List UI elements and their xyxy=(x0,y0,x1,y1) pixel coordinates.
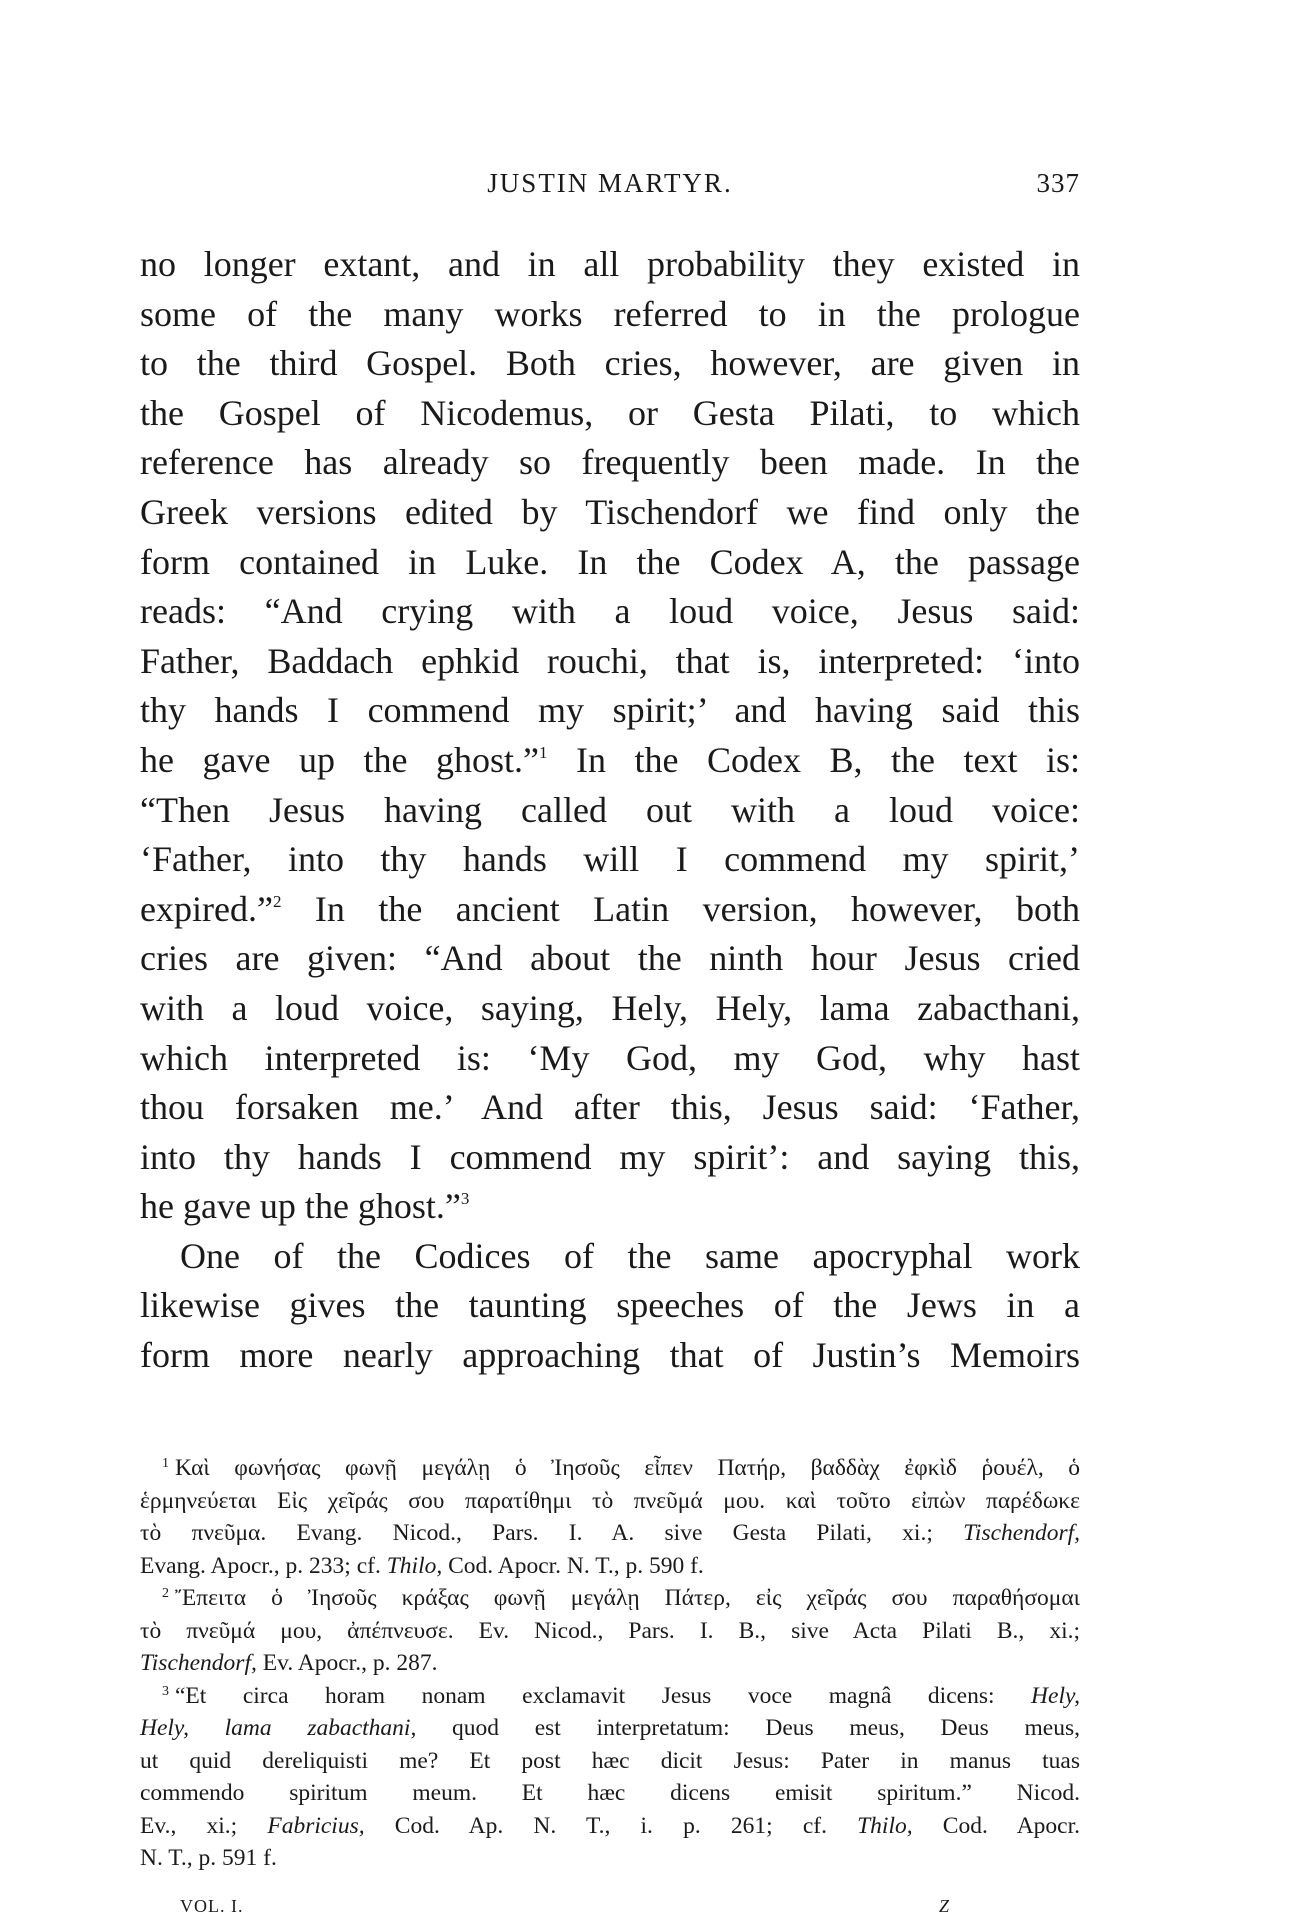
footnote-italic: Tischendorf, xyxy=(140,1650,257,1676)
footnote-italic: Tischendorf, xyxy=(963,1520,1080,1546)
footnote-3-line xyxy=(140,1680,1080,1713)
main-text xyxy=(140,240,1080,1381)
text-line: cries are given: “And about the ninth hour Jesus cried xyxy=(140,938,1080,979)
footnote-3-line: ut quid dereliquisti me? Et post hæc dicit Jesus: Pater in manus tuas xyxy=(140,1747,1080,1774)
text-segment: In the ancient Latin version, however, both xyxy=(281,888,1080,929)
text-line: thou forsaken me.’ And after this, Jesus said: ‘Father, xyxy=(140,1087,1080,1128)
footnote-marker: 2 xyxy=(162,1586,169,1601)
footnote-3-line xyxy=(140,1810,1080,1843)
text-line: some of the many works referred to in the prologue xyxy=(140,293,1080,334)
footnote-2-line xyxy=(140,1647,1080,1680)
footnote-marker: 1 xyxy=(162,1456,169,1471)
text-line: form contained in Luke. In the Codex A, the passage xyxy=(140,541,1080,582)
footnotes xyxy=(140,1452,1080,1875)
text-line: “Then Jesus having called out with a loud voice: xyxy=(140,789,1080,830)
footnote-italic: Thilo, xyxy=(386,1552,443,1579)
footnote-3-line: N. T., p. 591 f. xyxy=(140,1845,277,1871)
footnote-3-line xyxy=(140,1712,1080,1745)
footnote-1-line xyxy=(140,1517,1080,1550)
footnote-ref: 1 xyxy=(538,742,548,762)
footnote-text: Ev. Apocr., p. 287. xyxy=(256,1650,438,1676)
footnote-marker: 3 xyxy=(162,1683,169,1699)
page-number: 337 xyxy=(1036,168,1080,198)
footnote-1-line xyxy=(140,1452,1080,1485)
running-title: JUSTIN MARTYR. xyxy=(487,168,733,198)
footnote-ref: 3 xyxy=(460,1189,470,1209)
signature-mark: Z xyxy=(938,1896,950,1916)
text-line: which interpreted is: ‘My God, my God, why hast xyxy=(140,1037,1080,1078)
text-line xyxy=(140,885,1080,935)
text-line: form more nearly approaching that of Justin’s Memoirs xyxy=(140,1335,1080,1376)
footnote-text: τὸ πνεῦμα. Evang. Nicod., Pars. I. A. sive Gesta Pilati, xi.; xyxy=(140,1520,964,1546)
footnote-text: Cod. Apocr. xyxy=(912,1812,1081,1839)
text-segment: In the Codex B, the text is: xyxy=(547,739,1081,780)
text-line: One of the Codices of the same apocryphal work xyxy=(180,1235,1080,1276)
footnote-italic: Hely, lama zabacthani, xyxy=(140,1715,417,1741)
text-line: with a loud voice, saying, Hely, Hely, lama zabacthani, xyxy=(140,987,1080,1028)
footnote-2-line: τὸ πνεῦμά μου, ἀπέπνευσε. Ev. Nicod., Pars. I. B., sive Acta Pilati B., xi.; xyxy=(140,1617,1080,1644)
footnote-text: “Et circa horam nonam exclamavit Jesus voce magnâ dicens: xyxy=(175,1682,1032,1709)
footnote-1-line xyxy=(140,1550,1080,1583)
text-line: reference has already so frequently been made. In the xyxy=(140,442,1080,483)
text-segment: expired.” xyxy=(140,888,273,929)
text-line xyxy=(140,1182,1080,1232)
footnote-text: Καὶ φωνήσας φωνῇ μεγάλῃ ὁ Ἰησοῦς εἶπεν Πατήρ, βαδδὰχ ἐφκὶδ ῥουέλ, ὁ xyxy=(175,1455,1080,1481)
printer-signature xyxy=(140,1896,1080,1922)
text-segment: he gave up the ghost.” xyxy=(140,1186,461,1227)
text-line: no longer extant, and in all probability they existed in xyxy=(140,244,1080,284)
footnote-text: quod est interpretatum: Deus meus, Deus meus, xyxy=(416,1715,1080,1741)
text-line: ‘Father, into thy hands will I commend my spirit,’ xyxy=(140,839,1080,880)
text-line: to the third Gospel. Both cries, however, are given in xyxy=(140,343,1080,384)
footnote-1-line: ἑρμηνεύεται Εἰς χεῖράς σου παρατίθημι τὸ πνεῦμά μου. καὶ τοῦτο εἰπὼν παρέδωκε xyxy=(140,1487,1080,1514)
text-line: thy hands I commend my spirit;’ and having said this xyxy=(140,690,1080,731)
text-line: Greek versions edited by Tischendorf we find only the xyxy=(140,491,1080,532)
footnote-text: Evang. Apocr., p. 233; cf. xyxy=(140,1552,387,1579)
text-segment: he gave up the ghost.” xyxy=(140,739,539,780)
footnote-italic: Thilo, xyxy=(857,1812,913,1839)
text-line: Father, Baddach ephkid rouchi, that is, interpreted: ‘into xyxy=(140,640,1080,681)
text-line xyxy=(140,736,1080,786)
footnote-text: Cod. Ap. N. T., i. p. 261; cf. xyxy=(364,1812,858,1839)
text-line: likewise gives the taunting speeches of the Jews in a xyxy=(140,1285,1080,1326)
footnote-text: Cod. Apocr. N. T., p. 590 f. xyxy=(442,1552,704,1579)
footnote-2-line xyxy=(140,1582,1080,1615)
footnote-3-line: commendo spiritum meum. Et hæc dicens emisit spiritum.” Nicod. xyxy=(140,1780,1080,1806)
footnote-italic: Hely, xyxy=(1031,1682,1080,1709)
text-line: reads: “And crying with a loud voice, Jesus said: xyxy=(140,591,1080,632)
volume-mark: VOL. I. xyxy=(180,1896,244,1916)
footnote-ref: 2 xyxy=(272,891,282,911)
footnote-text: Ἔπειτα ὁ Ἰησοῦς κράξας φωνῇ μεγάλῃ Πάτερ, εἰς χεῖράς σου παραθήσομαι xyxy=(175,1585,1080,1611)
text-line: into thy hands I commend my spirit’: and saying this, xyxy=(140,1136,1080,1177)
footnote-italic: Fabricius, xyxy=(267,1812,365,1839)
footnote-text: Ev., xi.; xyxy=(140,1812,268,1839)
running-head xyxy=(140,168,1080,208)
text-line: the Gospel of Nicodemus, or Gesta Pilati, to which xyxy=(140,392,1080,433)
